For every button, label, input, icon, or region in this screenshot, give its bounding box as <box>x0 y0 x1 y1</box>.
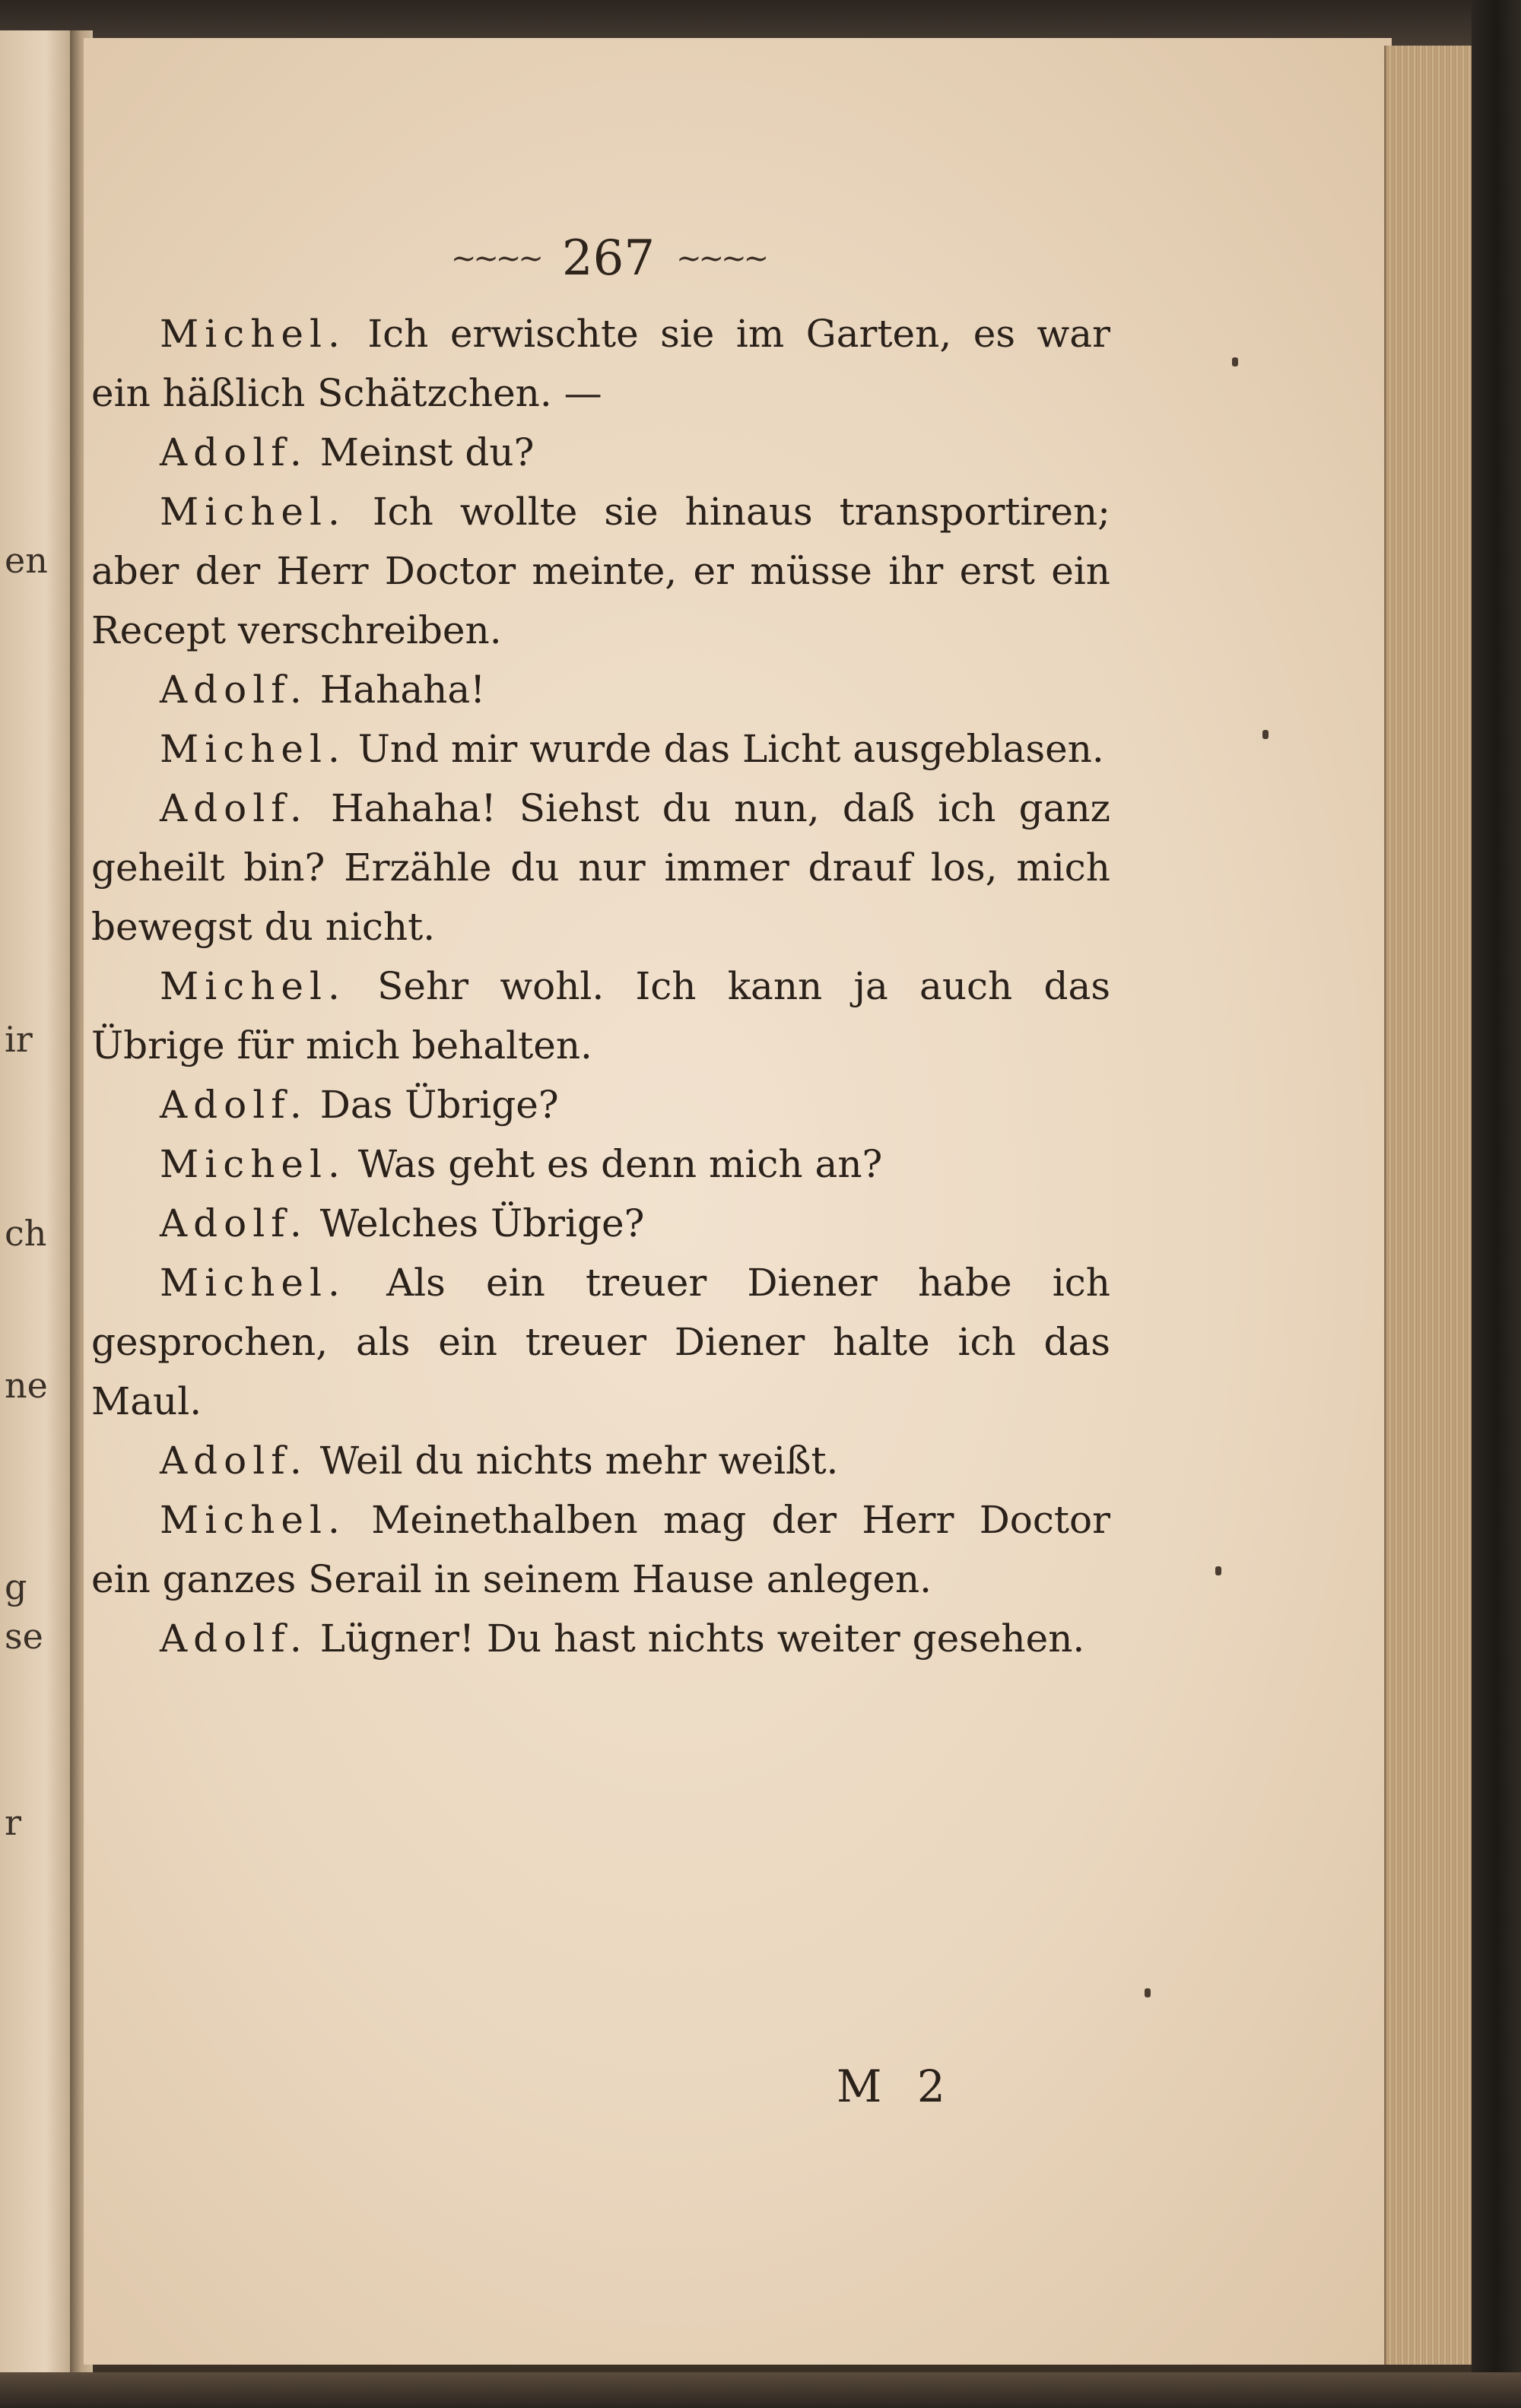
book-cover-bottom <box>0 2372 1521 2408</box>
ink-speck <box>1262 730 1269 739</box>
page-number: 267 <box>561 230 656 287</box>
running-head <box>395 228 821 289</box>
ink-speck <box>1215 1566 1221 1575</box>
speaker-name: Michel. <box>160 1261 346 1305</box>
dialogue-line <box>91 957 1110 1075</box>
speaker-name: Adolf. <box>160 1439 308 1483</box>
dialogue-line <box>91 423 1110 482</box>
dialogue-line <box>91 779 1110 957</box>
speaker-name: Adolf. <box>160 1083 308 1127</box>
dialogue-line <box>91 1134 1110 1194</box>
speaker-name: Adolf. <box>160 430 308 474</box>
margin-fragment: ir <box>5 1019 33 1060</box>
dialogue-line <box>91 304 1110 423</box>
line-text: Das Übrige? <box>319 1083 559 1127</box>
margin-fragment: ch <box>5 1213 47 1254</box>
speaker-name: Michel. <box>160 727 346 771</box>
dialogue-line <box>91 1431 1110 1490</box>
dialogue-line <box>91 1609 1110 1668</box>
dialogue-line <box>91 1253 1110 1431</box>
line-text: Was geht es denn mich an? <box>357 1142 883 1186</box>
speaker-name: Adolf. <box>160 1616 308 1661</box>
margin-fragment: en <box>5 540 48 581</box>
line-text: Welches Übrige? <box>319 1201 645 1245</box>
speaker-name: Michel. <box>160 964 346 1008</box>
line-text: Weil du nichts mehr weißt. <box>319 1439 839 1483</box>
line-text: Ich wollte sie hinaus transportiren; aber der Herr Doctor meinte, er müsse ihr erst ein Recept verschreiben. <box>91 490 1110 652</box>
speaker-name: Adolf. <box>160 1201 308 1245</box>
margin-fragment: ne <box>5 1365 48 1406</box>
line-text: Hahaha! Siehst du nun, daß ich ganz geheilt bin? Erzähle du nur immer drauf los, mich bewegst du nicht. <box>91 786 1110 949</box>
speaker-name: Michel. <box>160 1498 346 1542</box>
line-text: Hahaha! <box>319 668 486 712</box>
speaker-name: Michel. <box>160 1142 346 1186</box>
speaker-name: Michel. <box>160 312 346 356</box>
left-page-edge <box>0 30 76 2372</box>
page-fore-edge <box>1384 46 1478 2365</box>
ink-speck <box>1232 357 1238 366</box>
speaker-name: Adolf. <box>160 786 308 830</box>
line-text: Lügner! Du hast nichts weiter gesehen. <box>319 1616 1085 1661</box>
signature-mark: M 2 <box>837 2061 956 2112</box>
dialogue-line <box>91 1075 1110 1134</box>
dialogue-line <box>91 719 1110 779</box>
dialogue-text <box>91 304 1110 1668</box>
ornament-right: ~~~~ <box>676 241 767 276</box>
line-text: Sehr wohl. Ich kann ja auch das Übrige für mich behalten. <box>91 964 1110 1068</box>
dialogue-line <box>91 482 1110 660</box>
line-text: Meinst du? <box>319 430 535 474</box>
line-text: Als ein treuer Diener habe ich gesprochen, als ein treuer Diener halte ich das Maul. <box>91 1261 1110 1423</box>
line-text: Ich erwischte sie im Garten, es war ein häßlich Schätzchen. — <box>91 312 1110 415</box>
book-cover-right <box>1472 0 1521 2408</box>
margin-fragment: r <box>5 1802 21 1843</box>
speaker-name: Michel. <box>160 490 346 534</box>
line-text: Meinethalben mag der Herr Doctor ein ganzes Serail in seinem Hause anlegen. <box>91 1498 1110 1601</box>
dialogue-line <box>91 1194 1110 1253</box>
dialogue-line <box>91 660 1110 719</box>
margin-fragment: g <box>5 1566 27 1607</box>
line-text: Und mir wurde das Licht ausgeblasen. <box>357 727 1104 771</box>
dialogue-line <box>91 1490 1110 1609</box>
speaker-name: Adolf. <box>160 668 308 712</box>
ornament-left: ~~~~ <box>450 241 541 276</box>
ink-speck <box>1145 1988 1151 1997</box>
margin-fragment: se <box>5 1616 43 1657</box>
